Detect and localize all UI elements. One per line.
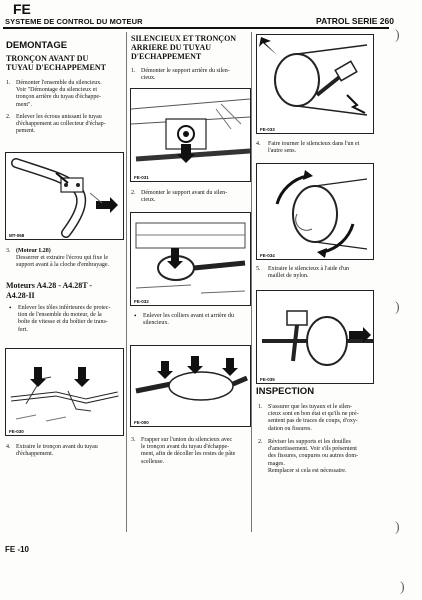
step-number: 1.	[258, 404, 263, 410]
figure-front-pipe	[5, 348, 124, 436]
col2-title-2: ARRIERE DU TUYAU	[131, 43, 212, 52]
col2-title-1: SILENCIEUX ET TRONÇON	[131, 34, 237, 43]
header-rule	[3, 27, 389, 29]
step-number: 3.	[6, 248, 11, 254]
figure-rotate-muffler	[256, 163, 374, 260]
margin-mark: )	[400, 580, 405, 595]
step-number: 4.	[6, 444, 11, 450]
step-number: 1.	[131, 68, 136, 74]
step-number: 4.	[256, 141, 261, 147]
col2-step1: Démonter le support arrière du silen- cieux.	[141, 68, 230, 82]
col1-title: DEMONTAGE	[6, 40, 68, 51]
system-title: SYSTEME DE CONTROL DU MOTEUR	[5, 17, 143, 26]
model-title: PATROL SERIE 260	[316, 16, 394, 26]
figure-front-support	[130, 212, 251, 306]
bullet: •	[9, 304, 12, 312]
col3-inspection-1: S'assurer que les tuyaux et le silen- cieux sont en bon état et qu'ils ne pré- sentent pas de traces de coups, d'oxy- dation ou fissures.	[268, 404, 359, 432]
margin-mark: )	[395, 520, 400, 535]
figure-rear-support	[130, 88, 251, 182]
col2-bullet-text: Enlever les colliers avant et arrière du silencieux.	[143, 313, 234, 327]
step-number: 2.	[131, 190, 136, 196]
figure-nylon-mallet	[256, 290, 374, 384]
col3-inspection-2: Réviser les supports et les douilles d'amortissement. Voir s'ils présentent des fissures, coupures ou autres dom- mages. Remplacer si cela est nécessaire.	[268, 439, 358, 474]
figure-label: MT-068	[9, 233, 25, 238]
engines-heading-2: A4.28-II	[6, 291, 35, 300]
col1-step2: Enlever les écrous unissant le tuyau d'échappement au collecteur d'échap- pement.	[16, 114, 106, 135]
step-number: 3.	[131, 437, 136, 443]
step-number: 2.	[6, 114, 11, 120]
col3-step5: Extraire le silencieux à l'aide d'un maillet de nylon.	[268, 266, 349, 280]
margin-mark: )	[395, 28, 400, 43]
col1-subtitle-1: TRONÇON AVANT DU	[6, 54, 89, 63]
figure-hammer	[256, 34, 374, 134]
inspection-title: INSPECTION	[256, 386, 315, 397]
col1-step4: Extraire le tronçon avant du tuyau d'échappement.	[16, 444, 98, 458]
col1-step1: Démonter l'ensemble du silencieux. Voir "Démontage du silencieux et tronçon arrière du tuyau d'échappe- ment".	[16, 80, 102, 108]
figure-label: FE-035	[260, 377, 275, 382]
figure-label: FE-000	[134, 420, 149, 425]
col2-step2: Démonter le support avant du silen- cieux.	[141, 190, 228, 204]
col1-step3: (Moteur L28) Desserrer et extraire l'écrou qui fixe le support avant à la cloche d'embrayage.	[16, 248, 110, 269]
step-number: 5.	[256, 266, 261, 272]
section-code: FE	[13, 1, 31, 17]
figure-label: FE-032	[134, 299, 149, 304]
col1-subtitle-2: TUYAU D'ECHAPPEMENT	[6, 63, 106, 72]
figure-label: FE-030	[9, 429, 24, 434]
col1-bullet-text: Enlever les tôles inférieures de protec- tion de l'ensemble du moteur, de la boîte de vitesse et du boîtier de trans- fert.	[18, 305, 111, 333]
figure-label: FE-031	[134, 175, 149, 180]
column-divider-1	[126, 32, 127, 532]
page-number: FE -10	[5, 545, 30, 554]
figure-label: FE-033	[260, 127, 275, 132]
col2-step3: Frapper sur l'union du silencieux avec le tronçon avant du tuyau d'échappe- ment, afin de décoller les restes de pâte scelleuse.	[141, 437, 236, 465]
step-number: 2.	[258, 439, 263, 445]
step-number: 1.	[6, 80, 11, 86]
margin-mark: )	[395, 300, 400, 315]
bullet: •	[134, 312, 137, 320]
figure-clamps	[130, 345, 251, 427]
figure-exhaust-manifold	[5, 152, 124, 240]
engines-heading-1: Moteurs A4.28 - A4.28T -	[6, 281, 93, 290]
col3-step4: Faire tourner le silencieux dans l'un et l'autre sens.	[268, 141, 360, 155]
col2-title-3: D'ECHAPPEMENT	[131, 52, 202, 61]
column-divider-2	[251, 32, 252, 532]
figure-label: FE-034	[260, 253, 275, 258]
